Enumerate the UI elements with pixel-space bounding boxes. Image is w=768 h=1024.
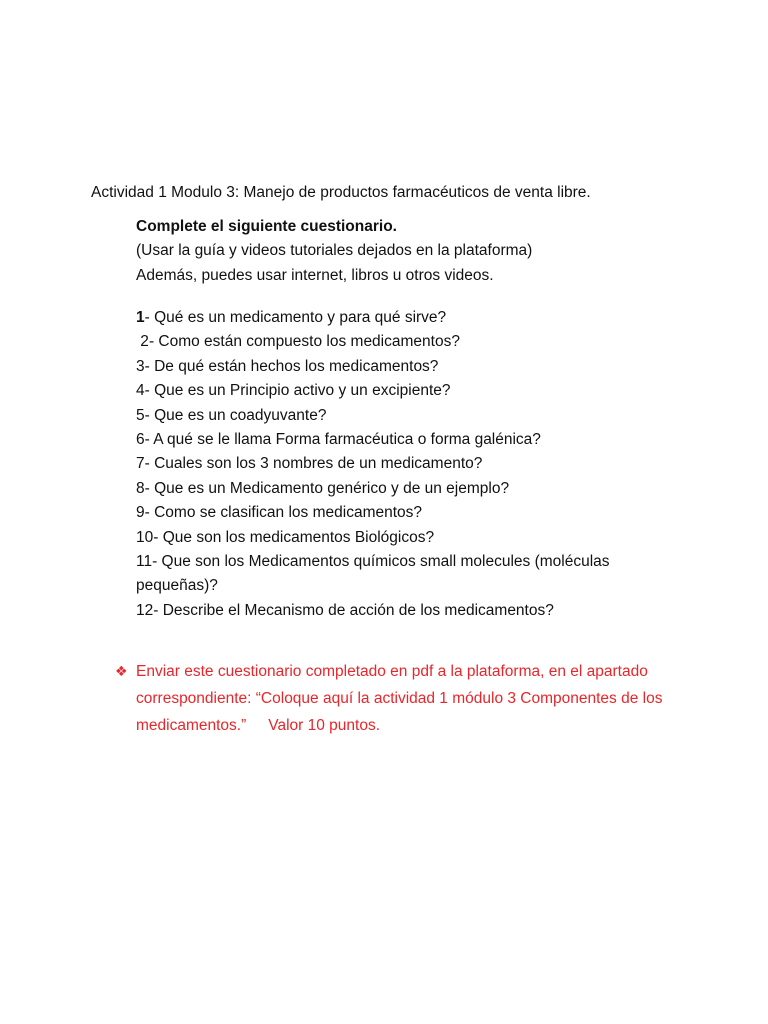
- question-number: 5: [136, 406, 145, 424]
- question-number: 6: [136, 431, 145, 449]
- submission-note: [136, 658, 696, 739]
- question-number: 8: [136, 479, 145, 497]
- submission-value: Valor 10 puntos.: [268, 717, 380, 734]
- question-text: - Que son los Medicamentos químicos small molecules (moléculas pequeñas)?: [136, 553, 610, 595]
- question-item: [136, 477, 716, 501]
- question-text: - De qué están hechos los medicamentos?: [144, 357, 439, 375]
- instructions-line-1: (Usar la guía y videos tutoriales dejados en la plataforma): [136, 242, 533, 260]
- instructions: [136, 215, 716, 288]
- question-number: 12: [136, 601, 154, 619]
- question-item: [136, 355, 716, 379]
- question-number: 3: [136, 357, 145, 375]
- question-text: - Como se clasifican los medicamentos?: [144, 504, 423, 522]
- instructions-line-2: Además, puedes usar internet, libros u otros videos.: [136, 266, 494, 284]
- diamond-bullet-icon: ❖: [115, 663, 128, 679]
- question-item: [136, 379, 716, 403]
- question-item: [136, 501, 716, 525]
- question-text: - Que es un Principio activo y un excipiente?: [144, 382, 451, 400]
- question-number: 10: [136, 528, 154, 546]
- question-text: - Que es un Medicamento genérico y de un ejemplo?: [144, 479, 510, 497]
- question-item: [136, 428, 716, 452]
- question-item: [136, 550, 636, 599]
- question-number: 4: [136, 382, 145, 400]
- submission-note-text: Enviar este cuestionario completado en pdf a la plataforma, en el apartado correspondiente: “Coloque aquí la actividad 1 módulo 3 Componentes de los medicamentos.”: [136, 663, 663, 734]
- instructions-heading: Complete el siguiente cuestionario.: [136, 218, 397, 235]
- question-text: - Que es un coadyuvante?: [144, 406, 327, 424]
- question-number: 9: [136, 504, 145, 522]
- question-item: [136, 306, 716, 330]
- question-item: [136, 526, 716, 550]
- question-item: [136, 599, 716, 623]
- question-item: [136, 452, 716, 476]
- question-text: - Como están compuesto los medicamentos?: [148, 333, 460, 351]
- question-text: - Cuales son los 3 nombres de un medicamento?: [144, 455, 483, 473]
- question-item: [136, 330, 716, 354]
- question-number: 1: [136, 309, 145, 326]
- question-text: - Que son los medicamentos Biológicos?: [153, 528, 435, 546]
- question-list: [136, 306, 716, 623]
- question-number: 7: [136, 455, 145, 473]
- question-item: [136, 404, 716, 428]
- question-text: - Describe el Mecanismo de acción de los medicamentos?: [153, 601, 554, 619]
- question-number: 2: [136, 333, 149, 351]
- question-number: 11: [136, 553, 153, 571]
- question-text: - A qué se le llama Forma farmacéutica o forma galénica?: [144, 431, 541, 449]
- document-title: Actividad 1 Modulo 3: Manejo de productos farmacéuticos de venta libre.: [91, 184, 591, 201]
- question-text: - Qué es un medicamento y para qué sirve?: [144, 309, 447, 326]
